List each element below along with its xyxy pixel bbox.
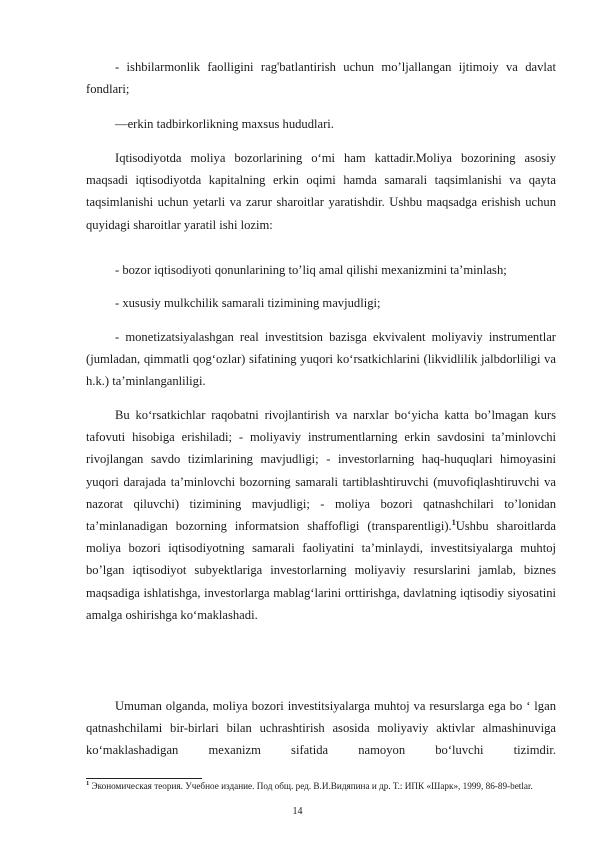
paragraph-indicators-part2: Ushbu sharoitlarda moliya bozori iqtisodiyotning samarali faoliyatini ta’minlaydi, investitsiyalarga muhtoj bo’lgan iqtisodiyot subyektlariga investorlarning moliyaviy resurslarini jamlab, biznes maqsadiga ishlatishga, investorlarga mablag‘larini orttirishga, davlatning iqtisodiy siyosatini amalga oshirishga ko‘maklashadi. bbox=[86, 519, 556, 622]
paragraph-monetization: - monetizatsiyalashgan real investitsion bazisga ekvivalent moliyaviy instrumentlar (jumladan, qimmatli qog‘ozlar) sifatining yuqori ko‘rsatkichlarini (likvidlilik jalbdorliligi va h.k.) ta’minlanganliligi. bbox=[86, 330, 556, 389]
page-number: 14 bbox=[292, 806, 303, 817]
paragraph-social-funds: - ishbilarmonlik faolligini rag'batlantirish uchun mo’ljallangan ijtimoiy va davlat fondlari; bbox=[86, 60, 556, 97]
paragraph-financial-markets-role: Iqtisodiyotda moliya bozorlarining o‘mi ham kattadir.Moliya bozorining asosiy maqsadi iqtisodiyotda kapitalning erkin oqimi hamda samarali taqsimlanishi va qayta taqsimlanishi uchun yetarli va zarur sharoitlar yaratishdir. Ushbu maqsadga erishish uchun quyidagi sharoitlar yaratil ishi lozim: bbox=[86, 151, 556, 232]
footnote-reference[interactable]: 1 bbox=[451, 517, 456, 527]
footnote-number: 1 bbox=[86, 779, 90, 787]
paragraph-indicators bbox=[86, 404, 556, 626]
footnote-divider bbox=[86, 778, 202, 779]
paragraph-indicators-part1: Bu ko‘rsatkichlar raqobatni rivojlantirish va narxlar bo‘yicha katta bo’lmagan kurs tafovuti hisobiga erishiladi; - moliyaviy instrumentlarning erkin savdosini ta’minlovchi rivojlangan savdo tizimlarining mavjudligi; - investorlarning haq-huquqlari himoyasini yuqori darajada ta’minlovchi bozorning samarali tartiblashtiruvchi (muvofiqlashtiruvchi va nazorat qiluvchi) tizimining mavjudligi; - moliya bozori qatnashchilari to’lonidan ta’minlanadigan bozorning informatsion shaffofligi (transparentligi). bbox=[86, 408, 556, 534]
paragraph-summary: Umuman olganda, moliya bozori investitsiyalarga muhtoj va resurslarga ega bo ‘ lgan qatnashchilami bir-birlari bilan uchrashtirish asosida moliyaviy aktivlar almashinuviga ko‘maklashadigan mexanizm sifatida namoyon bo‘luvchi tizimdir. bbox=[86, 699, 556, 758]
footnote bbox=[86, 781, 556, 793]
paragraph-free-zones: —erkin tadbirkorlikning maxsus hududlari. bbox=[115, 117, 334, 131]
paragraph-private-property: - xususiy mulkchilik samarali tizimining mavjudligi; bbox=[115, 296, 381, 310]
footnote-text: Экономическая теория. Учебное издание. Под общ. ред. В.И.Видяпина и др. Т.: ИПК «Шарк», 1999, 86-89-betlar. bbox=[89, 781, 533, 791]
paragraph-market-laws: - bozor iqtisodiyoti qonunlarining to’liq amal qilishi mexanizmini ta’minlash; bbox=[115, 263, 507, 277]
